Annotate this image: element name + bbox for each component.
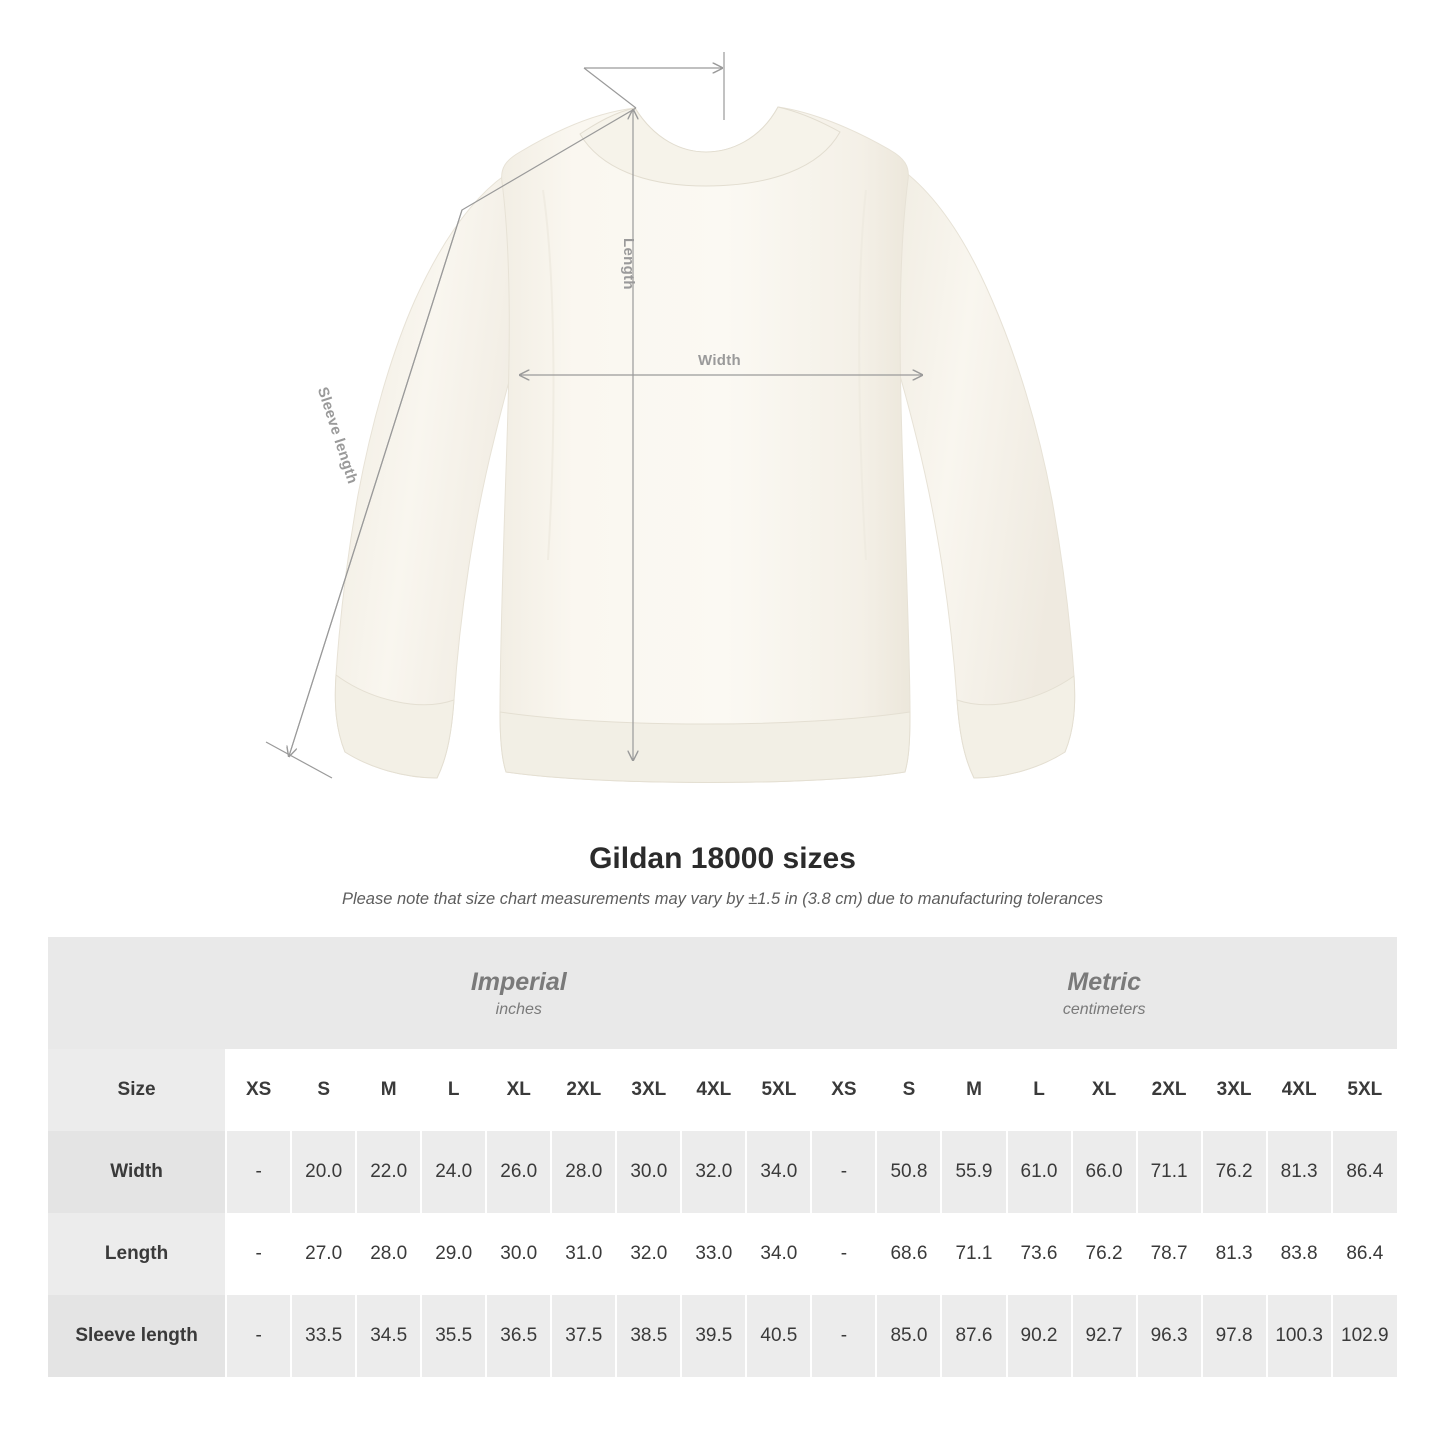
width-metric-5xl: 86.4: [1332, 1131, 1397, 1213]
length-metric-xs: -: [811, 1213, 876, 1295]
length-metric-m: 71.1: [941, 1213, 1006, 1295]
sleeve-metric-xl: 92.7: [1072, 1295, 1137, 1377]
sleeve-imperial-l: 35.5: [421, 1295, 486, 1377]
length-imperial-2xl: 31.0: [551, 1213, 616, 1295]
length-imperial-xs: -: [226, 1213, 291, 1295]
sweatshirt-shape: [335, 107, 1074, 783]
width-metric-3xl: 76.2: [1202, 1131, 1267, 1213]
table-row: [48, 1295, 1397, 1377]
sleeve-metric-xs: -: [811, 1295, 876, 1377]
sleeve-metric-s: 85.0: [876, 1295, 941, 1377]
sleeve-imperial-xs: -: [226, 1295, 291, 1377]
size-header-imperial-l: L: [421, 1049, 486, 1131]
length-metric-s: 68.6: [876, 1213, 941, 1295]
size-header-metric-xs: XS: [811, 1049, 876, 1131]
unit-header-imperial: [226, 937, 811, 1049]
width-metric-l: 61.0: [1007, 1131, 1072, 1213]
unit-header-row: [48, 937, 1397, 1049]
length-imperial-l: 29.0: [421, 1213, 486, 1295]
length-metric-l: 73.6: [1007, 1213, 1072, 1295]
length-imperial-4xl: 33.0: [681, 1213, 746, 1295]
width-imperial-s: 20.0: [291, 1131, 356, 1213]
size-header-imperial-5xl: 5XL: [746, 1049, 811, 1131]
unit-header-spacer: [48, 937, 226, 1049]
length-imperial-5xl: 34.0: [746, 1213, 811, 1295]
unit-header-metric: [811, 937, 1397, 1049]
width-metric-4xl: 81.3: [1267, 1131, 1332, 1213]
sleeve-imperial-5xl: 40.5: [746, 1295, 811, 1377]
neck-leader: [584, 68, 636, 108]
length-imperial-m: 28.0: [356, 1213, 421, 1295]
imperial-system-label: Imperial: [470, 968, 567, 996]
sleeve-imperial-2xl: 37.5: [551, 1295, 616, 1377]
size-header-imperial-xl: XL: [486, 1049, 551, 1131]
size-header-metric-2xl: 2XL: [1137, 1049, 1202, 1131]
size-header-metric-s: S: [876, 1049, 941, 1131]
width-imperial-2xl: 28.0: [551, 1131, 616, 1213]
sleeve-imperial-4xl: 39.5: [681, 1295, 746, 1377]
width-imperial-l: 24.0: [421, 1131, 486, 1213]
width-imperial-4xl: 32.0: [681, 1131, 746, 1213]
length-imperial-3xl: 32.0: [616, 1213, 681, 1295]
tolerance-note: Please note that size chart measurements may vary by ±1.5 in (3.8 cm) due to manufacturing tolerances: [341, 890, 1104, 908]
size-table-wrapper: [48, 937, 1397, 1377]
page-title: Gildan 18000 sizes: [589, 842, 856, 875]
size-table: [48, 937, 1397, 1377]
table-row: [48, 1131, 1397, 1213]
sleeve-imperial-s: 33.5: [291, 1295, 356, 1377]
length-imperial-xl: 30.0: [486, 1213, 551, 1295]
row-label-length: Length: [48, 1213, 226, 1295]
length-imperial-s: 27.0: [291, 1213, 356, 1295]
width-imperial-3xl: 30.0: [616, 1131, 681, 1213]
length-metric-3xl: 81.3: [1202, 1213, 1267, 1295]
length-metric-2xl: 78.7: [1137, 1213, 1202, 1295]
row-label-sleeve-length: Sleeve length: [48, 1295, 226, 1377]
width-metric-m: 55.9: [941, 1131, 1006, 1213]
width-metric-xs: -: [811, 1131, 876, 1213]
width-imperial-xl: 26.0: [486, 1131, 551, 1213]
size-header-metric-3xl: 3XL: [1202, 1049, 1267, 1131]
sleeve-metric-2xl: 96.3: [1137, 1295, 1202, 1377]
row-label-width: Width: [48, 1131, 226, 1213]
length-metric-4xl: 83.8: [1267, 1213, 1332, 1295]
length-label: Length: [620, 238, 637, 290]
size-header-imperial-m: M: [356, 1049, 421, 1131]
size-header-metric-l: L: [1007, 1049, 1072, 1131]
sleeve-metric-m: 87.6: [941, 1295, 1006, 1377]
sleeve-metric-5xl: 102.9: [1332, 1295, 1397, 1377]
size-header-imperial-3xl: 3XL: [616, 1049, 681, 1131]
width-imperial-xs: -: [226, 1131, 291, 1213]
sleeve-metric-4xl: 100.3: [1267, 1295, 1332, 1377]
size-column-header: Size: [48, 1049, 226, 1131]
sleeve-imperial-xl: 36.5: [486, 1295, 551, 1377]
sleeve-end-tick: [266, 742, 332, 778]
width-metric-2xl: 71.1: [1137, 1131, 1202, 1213]
size-header-imperial-4xl: 4XL: [681, 1049, 746, 1131]
length-metric-xl: 76.2: [1072, 1213, 1137, 1295]
title-block: [0, 842, 1445, 909]
sleeve-imperial-3xl: 38.5: [616, 1295, 681, 1377]
metric-system-label: Metric: [1067, 968, 1142, 996]
width-metric-xl: 66.0: [1072, 1131, 1137, 1213]
sleeve-metric-3xl: 97.8: [1202, 1295, 1267, 1377]
width-imperial-m: 22.0: [356, 1131, 421, 1213]
size-header-imperial-xs: XS: [226, 1049, 291, 1131]
sleeve-metric-l: 90.2: [1007, 1295, 1072, 1377]
size-header-metric-4xl: 4XL: [1267, 1049, 1332, 1131]
size-header-metric-m: M: [941, 1049, 1006, 1131]
size-header-metric-5xl: 5XL: [1332, 1049, 1397, 1131]
size-header-imperial-2xl: 2XL: [551, 1049, 616, 1131]
sleeve-length-label: Sleeve length: [313, 385, 362, 486]
metric-units-label: centimeters: [1062, 1001, 1146, 1018]
table-row: [48, 1213, 1397, 1295]
imperial-units-label: inches: [495, 1001, 542, 1018]
size-header-imperial-s: S: [291, 1049, 356, 1131]
sleeve-imperial-m: 34.5: [356, 1295, 421, 1377]
size-header-row: [48, 1049, 1397, 1131]
width-metric-s: 50.8: [876, 1131, 941, 1213]
size-header-metric-xl: XL: [1072, 1049, 1137, 1131]
length-metric-5xl: 86.4: [1332, 1213, 1397, 1295]
width-imperial-5xl: 34.0: [746, 1131, 811, 1213]
width-label: Width: [698, 352, 742, 369]
